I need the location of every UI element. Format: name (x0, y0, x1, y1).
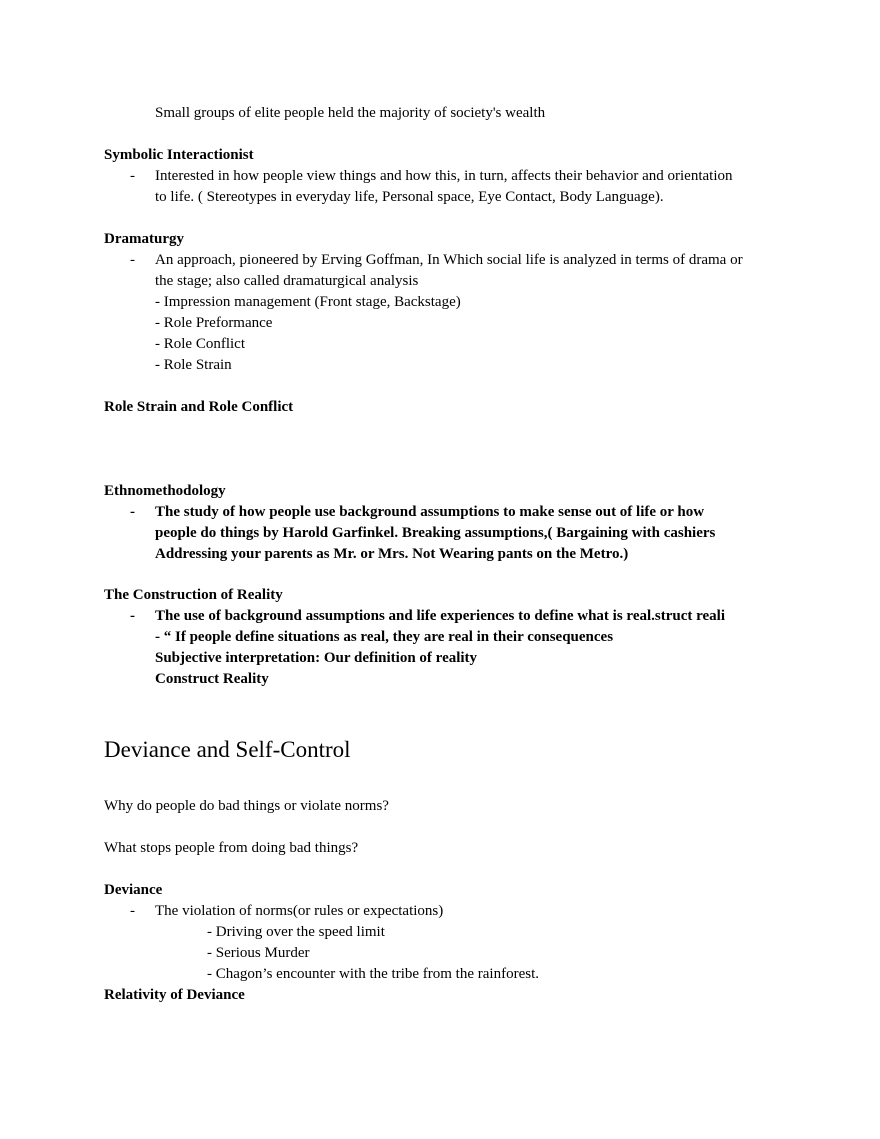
question-text: What stops people from doing bad things? (104, 840, 359, 856)
dramaturgy-line: - Role Preformance (155, 315, 273, 331)
deviance-line: The violation of norms(or rules or expectations) (155, 903, 444, 919)
section-title: Deviance and Self-Control (104, 737, 351, 762)
dramaturgy-line: - Role Conflict (155, 336, 245, 352)
dramaturgy-line: - Impression management (Front stage, Backstage) (155, 294, 461, 310)
dramaturgy-heading: Dramaturgy (104, 231, 184, 247)
intro-text: Small groups of elite people held the majority of society's wealth (155, 105, 546, 121)
symbolic-line: Interested in how people view things and how this, in turn, affects their behavior and orientation (155, 168, 733, 184)
construction-heading: The Construction of Reality (104, 587, 283, 603)
dramaturgy-line: An approach, pioneered by Erving Goffman, In Which social life is analyzed in terms of drama or (155, 252, 743, 268)
ethno-line: people do things by Harold Garfinkel. Breaking assumptions,( Bargaining with cashiers (155, 525, 716, 541)
symbolic-line: to life. ( Stereotypes in everyday life, Personal space, Eye Contact, Body Language). (155, 189, 664, 205)
construction-line: - “ If people define situations as real, they are real in their consequences (155, 629, 614, 645)
relativity-heading: Relativity of Deviance (104, 987, 245, 1003)
dramaturgy-line: - Role Strain (155, 357, 232, 373)
dramaturgy-line: the stage; also called dramaturgical analysis (155, 273, 419, 289)
ethno-line: The study of how people use background assumptions to make sense out of life or how (155, 504, 705, 520)
list-bullet: - (130, 903, 135, 919)
question-text: Why do people do bad things or violate norms? (104, 798, 389, 814)
deviance-example: - Driving over the speed limit (207, 924, 385, 940)
symbolic-heading: Symbolic Interactionist (104, 147, 254, 163)
deviance-example: - Chagon’s encounter with the tribe from the rainforest. (207, 966, 539, 982)
ethno-line: Addressing your parents as Mr. or Mrs. Not Wearing pants on the Metro.) (155, 546, 629, 562)
list-bullet: - (130, 608, 135, 624)
role-strain-heading: Role Strain and Role Conflict (104, 399, 294, 415)
list-bullet: - (130, 504, 135, 520)
list-bullet: - (130, 252, 135, 268)
ethno-heading: Ethnomethodology (104, 483, 226, 499)
construction-line: Construct Reality (155, 671, 269, 687)
construction-line: Subjective interpretation: Our definition of reality (155, 650, 478, 666)
deviance-heading: Deviance (104, 882, 163, 898)
deviance-example: - Serious Murder (207, 945, 310, 961)
list-bullet: - (130, 168, 135, 184)
construction-line: The use of background assumptions and life experiences to define what is real.struct reali (155, 608, 726, 624)
